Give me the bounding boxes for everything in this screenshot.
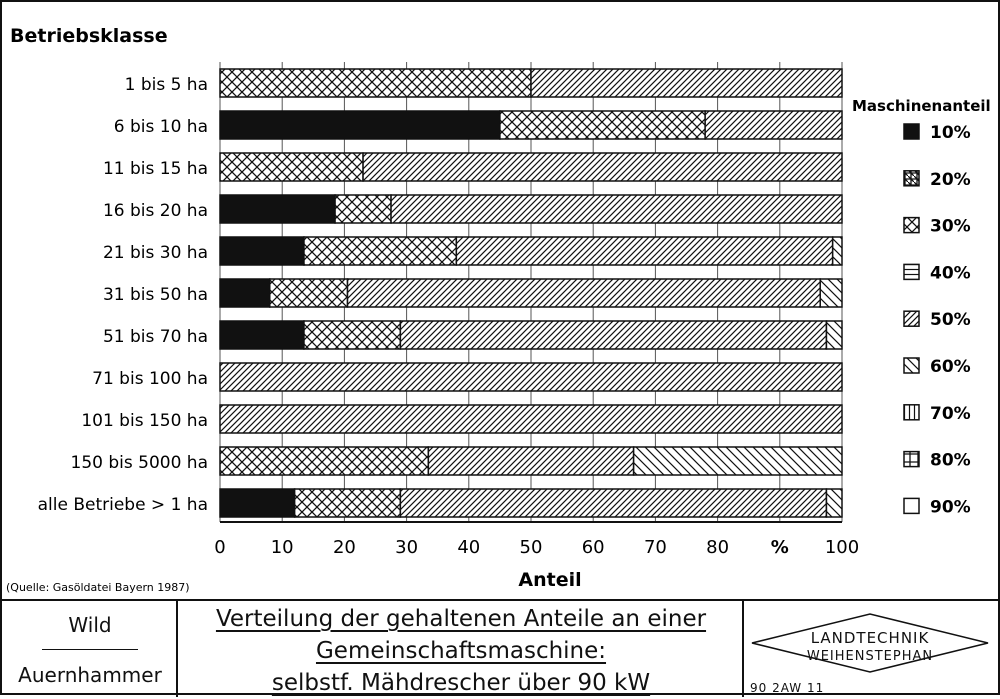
logo-text-2: WEIHENSTEPHAN (806, 649, 934, 664)
legend (904, 123, 971, 517)
figure-title (178, 603, 744, 699)
bar-segment (820, 279, 842, 307)
bar-segment (220, 69, 531, 97)
legend-label: 40% (930, 263, 971, 284)
x-tick-label: 100 (824, 537, 860, 558)
x-tick-labels (214, 537, 859, 558)
author-divider (42, 649, 138, 650)
bar-segment (400, 321, 826, 349)
bar-segment (363, 153, 842, 181)
bar-segment (500, 111, 705, 139)
bar-segment (531, 69, 842, 97)
title-line-3: selbstf. Mähdrescher über 90 kW (271, 670, 651, 696)
bar-segment (833, 237, 842, 265)
title-line-1: Verteilung der gehaltenen Anteile an einer (215, 606, 707, 632)
title-line-2: Gemeinschaftsmaschine: (315, 638, 607, 664)
legend-label: 50% (930, 310, 971, 331)
x-percent-label: % (770, 537, 789, 558)
legend-title: Maschinenanteil (852, 97, 991, 115)
legend-label: 60% (930, 357, 971, 377)
bar-segment (826, 489, 842, 517)
category-label: 6 bis 10 ha (113, 117, 208, 137)
bar-segment (335, 195, 391, 223)
bar-segment (634, 447, 842, 475)
category-label: 31 bis 50 ha (102, 285, 208, 305)
category-label: 16 bis 20 ha (102, 201, 208, 221)
x-tick-label: 0 (214, 537, 226, 558)
figure-code: 90 2AW 11 (750, 681, 825, 695)
category-label: 21 bis 30 ha (102, 243, 208, 263)
category-label: alle Betriebe > 1 ha (37, 495, 208, 515)
bar-segment (220, 153, 363, 181)
legend-swatch (904, 311, 919, 326)
legend-label: 30% (930, 216, 971, 237)
category-label: 1 bis 5 ha (124, 75, 208, 95)
bar-segment (304, 237, 456, 265)
category-label: 101 bis 150 ha (81, 411, 208, 431)
bar-segment (220, 405, 842, 433)
legend-label: 20% (930, 169, 971, 190)
bar-segment (220, 489, 295, 517)
legend-label: 10% (930, 123, 971, 143)
legend-swatch (904, 124, 919, 139)
bar-segment (220, 237, 304, 265)
x-tick-label: 50 (519, 537, 543, 558)
category-label: 71 bis 100 ha (92, 369, 208, 389)
legend-swatch (904, 264, 919, 279)
x-tick-label: 20 (332, 537, 356, 558)
x-tick-label: 60 (581, 537, 605, 558)
bar-segment (220, 447, 428, 475)
bar-segment (295, 489, 401, 517)
bar-segment (220, 195, 335, 223)
legend-swatch (904, 405, 919, 420)
bar-segment (270, 279, 348, 307)
y-axis-title: Betriebsklasse (10, 25, 168, 47)
bar-segment (220, 279, 270, 307)
legend-swatch (904, 218, 919, 233)
bar-segment (428, 447, 633, 475)
bar-segment (348, 279, 821, 307)
author-name-1: Wild (68, 613, 112, 637)
legend-swatch (904, 171, 919, 186)
category-label: 150 bis 5000 ha (70, 453, 208, 473)
bar-segment (220, 111, 500, 139)
author-cell (2, 601, 178, 697)
source-note: (Quelle: Gasöldatei Bayern 1987) (6, 581, 190, 594)
stacked-bar-chart (2, 2, 1000, 599)
title-block (2, 599, 1000, 697)
bar-segment (220, 363, 842, 391)
bar-segment (705, 111, 842, 139)
legend-label: 80% (930, 450, 971, 471)
legend-swatch (904, 358, 919, 373)
bar-segment (391, 195, 842, 223)
legend-label: 70% (930, 403, 971, 424)
bar-segment (400, 489, 826, 517)
x-tick-label: 40 (457, 537, 481, 558)
x-tick-label: 70 (643, 537, 667, 558)
legend-swatch (904, 452, 919, 467)
legend-swatch (904, 498, 919, 513)
legend-label: 90% (930, 497, 971, 518)
category-label: 51 bis 70 ha (102, 327, 208, 347)
title-cell (178, 601, 744, 697)
x-axis-title: Anteil (518, 569, 582, 591)
bar-segment (826, 321, 842, 349)
x-tick-label: 30 (395, 537, 419, 558)
bars (220, 69, 842, 517)
bar-segment (456, 237, 832, 265)
bar-segment (304, 321, 400, 349)
x-tick-label: 80 (706, 537, 730, 558)
logo-text-1: LANDTECHNIK (810, 629, 930, 647)
category-label: 11 bis 15 ha (102, 159, 208, 179)
x-tick-label: 10 (270, 537, 294, 558)
author-name-2: Auernhammer (18, 663, 162, 687)
category-labels (38, 75, 208, 515)
bar-segment (220, 321, 304, 349)
logo-cell (744, 601, 1000, 697)
